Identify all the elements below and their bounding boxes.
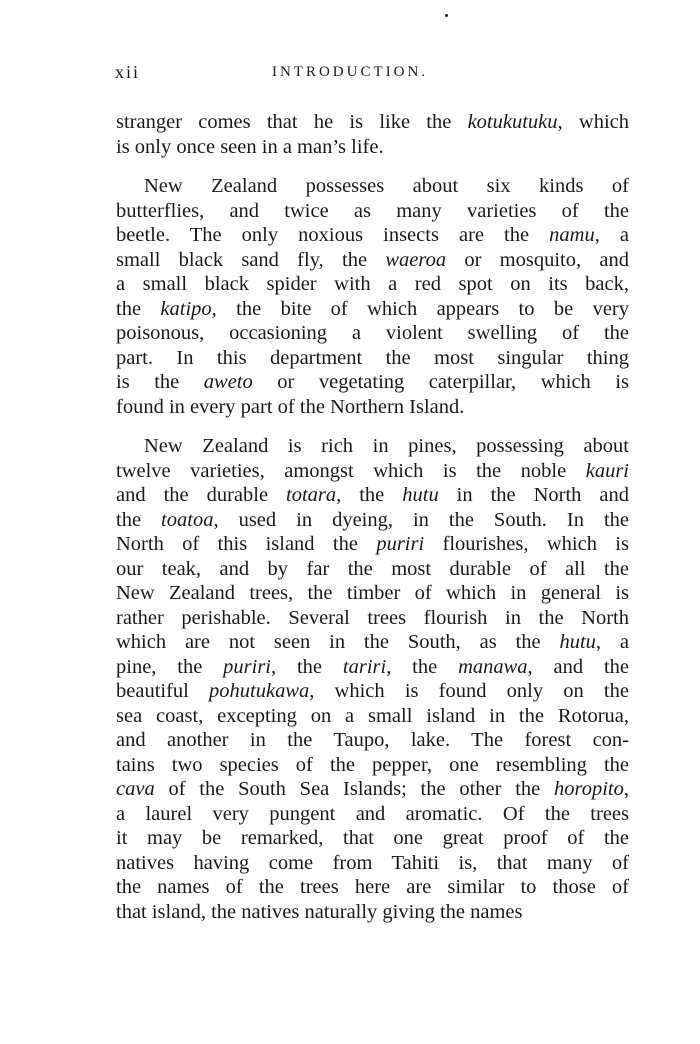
text-line: twelve varieties, amongst which is the noble kauri xyxy=(116,459,629,482)
paragraph xyxy=(116,434,629,924)
running-title: INTRODUCTION. xyxy=(271,64,429,80)
text-line: small black sand fly, the waeroa or mosquito, and xyxy=(116,248,629,271)
text-line: found in every part of the Northern Island. xyxy=(116,395,465,418)
running-head xyxy=(0,62,700,88)
text-line: and another in the Taupo, lake. The forest con- xyxy=(116,729,629,751)
text-line: poisonous, occasioning a violent swelling of the xyxy=(116,322,629,344)
text-line: stranger comes that he is like the kotukutuku, which xyxy=(116,111,629,133)
text-line: the names of the trees here are similar to those of xyxy=(116,876,629,898)
text-line: New Zealand trees, the timber of which in general is xyxy=(116,582,629,604)
text-line: is only once seen in a man’s life. xyxy=(116,135,384,158)
paragraph xyxy=(116,110,629,159)
text-line: the katipo, the bite of which appears to be very xyxy=(116,297,630,320)
text-line: which are not seen in the South, as the hutu, a xyxy=(116,631,629,653)
text-line: tains two species of the pepper, one resembling the xyxy=(116,753,629,776)
text-line: a small black spider with a red spot on its back, xyxy=(116,273,629,295)
ink-speck xyxy=(445,14,448,17)
text-line: butterflies, and twice as many varieties of the xyxy=(116,199,629,222)
paragraph-gap xyxy=(116,159,629,174)
page-number: xii xyxy=(115,62,141,82)
text-line: New Zealand possesses about six kinds of xyxy=(144,175,629,197)
text-line: natives having come from Tahiti is, that many of xyxy=(116,851,629,874)
text-line: is the aweto or vegetating caterpillar, which is xyxy=(116,371,630,393)
paragraph-gap xyxy=(116,419,629,434)
text-line: and the durable totara, the hutu in the North and xyxy=(116,484,629,506)
text-line: North of this island the puriri flourishes, which is xyxy=(116,533,629,555)
text-line: the toatoa, used in dyeing, in the South. In the xyxy=(116,508,630,531)
paragraph xyxy=(116,174,629,419)
text-line: part. In this department the most singular thing xyxy=(116,346,629,369)
text-line: rather perishable. Several trees flourish in the North xyxy=(116,606,629,629)
text-line: it may be remarked, that one great proof of the xyxy=(116,827,629,849)
text-line: that island, the natives naturally giving the names xyxy=(116,900,523,923)
text-line: cava of the South Sea Islands; the other the horopito, xyxy=(116,778,629,800)
text-line: a laurel very pungent and aromatic. Of the trees xyxy=(116,802,629,825)
text-line: our teak, and by far the most durable of all the xyxy=(116,557,629,580)
text-line: beautiful pohutukawa, which is found only on the xyxy=(116,680,629,702)
body-text xyxy=(116,110,629,924)
text-line: beetle. The only noxious insects are the namu, a xyxy=(116,224,629,246)
text-line: pine, the puriri, the tariri, the manawa, and the xyxy=(116,655,630,678)
text-line: New Zealand is rich in pines, possessing about xyxy=(144,435,629,457)
text-line: sea coast, excepting on a small island in the Rotorua, xyxy=(116,704,629,727)
